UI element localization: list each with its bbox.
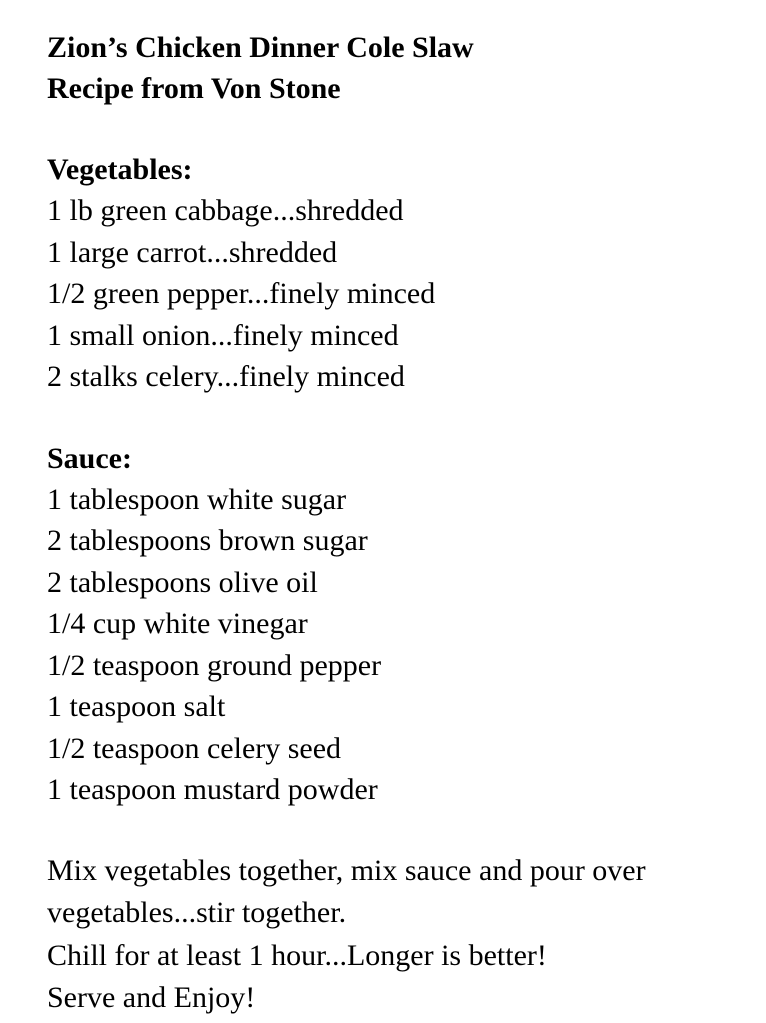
instructions-section: [47, 850, 757, 1020]
sauce-item: 1/2 teaspoon celery seed: [47, 731, 342, 765]
sauce-item: 2 tablespoons olive oil: [47, 565, 318, 599]
title-line-1: Zion’s Chicken Dinner Cole Slaw: [47, 31, 474, 64]
instruction-line: vegetables...stir together.: [47, 896, 347, 929]
sauce-item: 1/4 cup white vinegar: [47, 607, 308, 640]
instruction-line: Mix vegetables together, mix sauce and pour over: [47, 853, 646, 887]
vegetable-item: 1 small onion...finely minced: [47, 318, 399, 352]
instruction-line: Chill for at least 1 hour...Longer is better!: [47, 938, 547, 972]
sauce-item: 1 teaspoon mustard powder: [47, 773, 378, 806]
sauce-heading: Sauce:: [47, 441, 132, 475]
sauce-item: 1 tablespoon white sugar: [47, 482, 347, 516]
vegetables-section: [47, 149, 757, 398]
vegetable-item: 1 large carrot...shredded: [47, 235, 338, 269]
vegetable-item: 1/2 green pepper...finely minced: [47, 277, 436, 310]
sauce-section: [47, 438, 757, 811]
recipe-document: [47, 27, 757, 1020]
title-line-2: Recipe from Von Stone: [47, 72, 341, 105]
sauce-item: 1/2 teaspoon ground pepper: [47, 648, 382, 682]
instruction-line: Serve and Enjoy!: [47, 981, 256, 1014]
vegetable-item: 1 lb green cabbage...shredded: [47, 194, 404, 227]
vegetables-heading: Vegetables:: [47, 153, 193, 186]
vegetable-item: 2 stalks celery...finely minced: [47, 360, 405, 393]
sauce-item: 1 teaspoon salt: [47, 690, 226, 723]
sauce-item: 2 tablespoons brown sugar: [47, 524, 368, 557]
recipe-title: [47, 27, 757, 109]
